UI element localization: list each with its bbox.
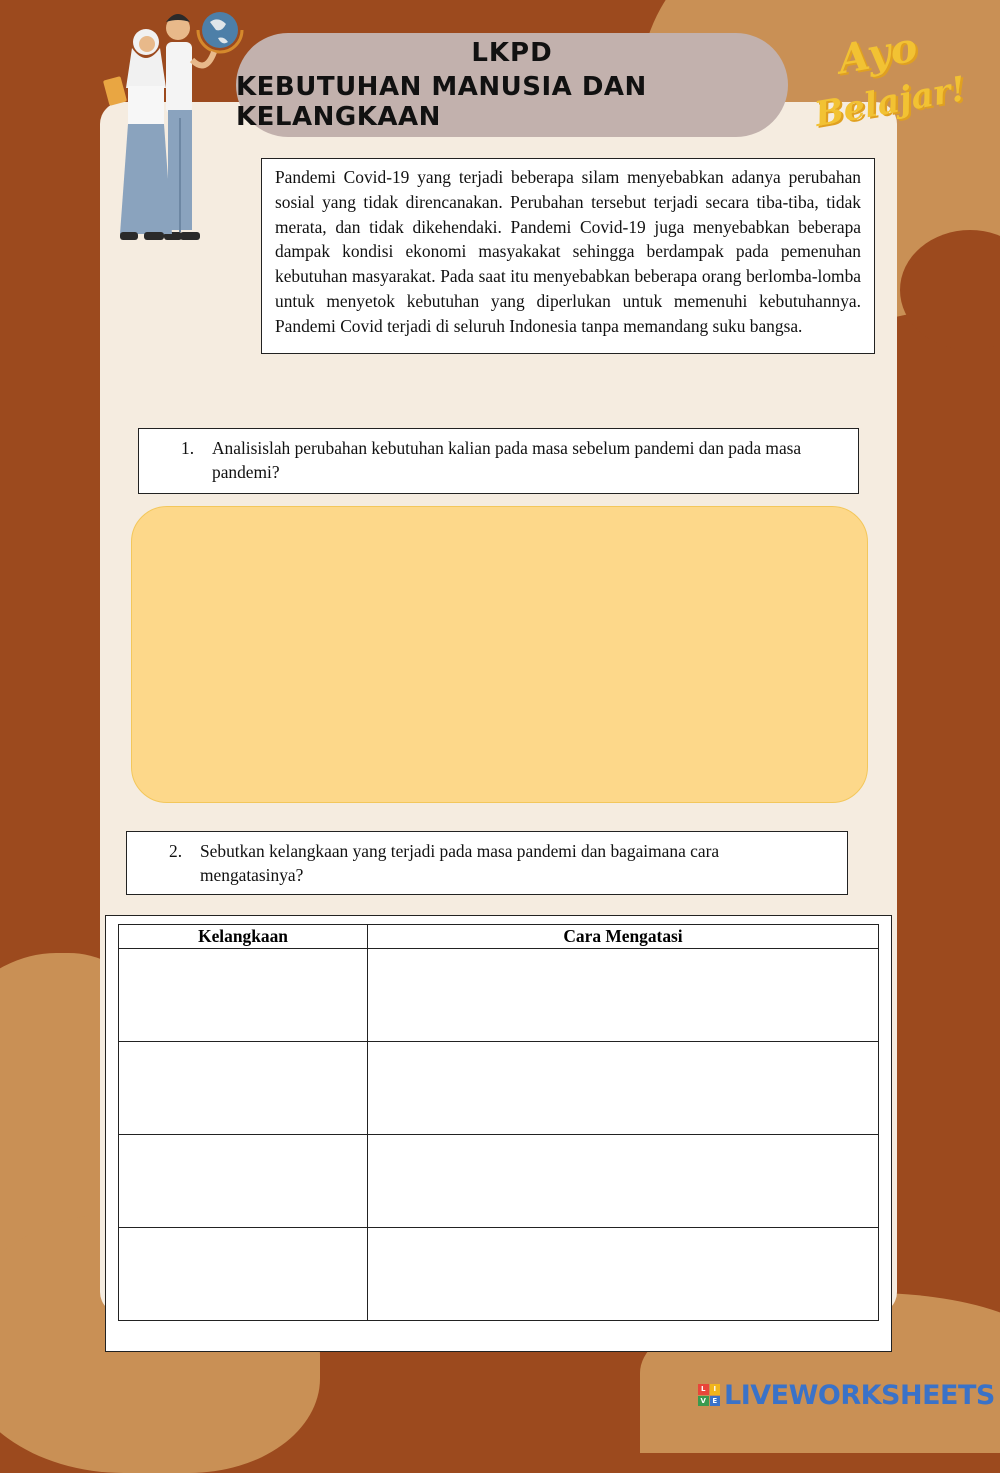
- students-illustration: [98, 0, 258, 250]
- decor-text-ayo: Ayo: [834, 23, 921, 84]
- answer-cell-cara-mengatasi[interactable]: [368, 1228, 879, 1321]
- answer-cell-cara-mengatasi[interactable]: [368, 1135, 879, 1228]
- question-number: 1.: [181, 438, 195, 458]
- reading-passage: Pandemi Covid-19 yang terjadi beberapa silam menyebabkan adanya perubahan sosial yang tidak direncanakan. Perubahan tersebut terjadi secara tiba-tiba, tidak merata, dan tidak dikehendaki. Pandemi Covid-19 juga menyebabkan beberapa dampak kondisi ekonomi masyakakat sehingga berdampak pada pemenuhan kebutuhan masyarakat. Pada saat itu menyebabkan beberapa orang berlomba-lomba untuk menyetok kebutuhan yang diperlukan untuk memenuhi kebutuhannya. Pandemi Covid terjadi di seluruh Indonesia tanpa memandang suku bangsa.: [261, 158, 875, 354]
- question-2: [126, 831, 848, 895]
- table-row: [119, 1042, 879, 1135]
- table-row: [119, 1135, 879, 1228]
- answer-table-container: [105, 915, 892, 1352]
- answer-table: [118, 924, 879, 1321]
- watermark-text: LIVEWORKSHEETS: [724, 1379, 995, 1411]
- question-1: [138, 428, 859, 494]
- liveworksheets-watermark: [698, 1380, 995, 1410]
- title-banner: [236, 33, 788, 137]
- logo-letter: V: [698, 1396, 709, 1407]
- ayo-belajar-decor: [800, 23, 969, 150]
- question-number: 2.: [169, 841, 183, 861]
- decor-text-belajar: Belajar!: [811, 69, 969, 135]
- worksheet-subtitle: KEBUTUHAN MANUSIA DAN KELANGKAAN: [236, 72, 647, 132]
- question-text: Sebutkan kelangkaan yang terjadi pada masa pandemi dan bagaimana cara mengatasinya?: [200, 841, 720, 885]
- worksheet-title: LKPD: [471, 38, 553, 68]
- question-text: Analisislah perubahan kebutuhan kalian pada masa sebelum pandemi dan pada masa pandemi?: [212, 438, 802, 482]
- logo-letter: L: [698, 1384, 709, 1395]
- answer-cell-cara-mengatasi[interactable]: [368, 949, 879, 1042]
- answer-cell-kelangkaan[interactable]: [119, 1042, 368, 1135]
- answer-cell-kelangkaan[interactable]: [119, 1135, 368, 1228]
- table-row: [119, 1228, 879, 1321]
- column-header-cara-mengatasi: Cara Mengatasi: [368, 925, 879, 949]
- table-row: [119, 949, 879, 1042]
- liveworksheets-logo-icon: [698, 1384, 720, 1406]
- answer-textbox-1[interactable]: [131, 506, 868, 803]
- table-header-row: [119, 925, 879, 949]
- logo-letter: I: [710, 1384, 721, 1395]
- logo-letter: E: [710, 1396, 721, 1407]
- answer-cell-cara-mengatasi[interactable]: [368, 1042, 879, 1135]
- column-header-kelangkaan: Kelangkaan: [119, 925, 368, 949]
- answer-cell-kelangkaan[interactable]: [119, 949, 368, 1042]
- answer-cell-kelangkaan[interactable]: [119, 1228, 368, 1321]
